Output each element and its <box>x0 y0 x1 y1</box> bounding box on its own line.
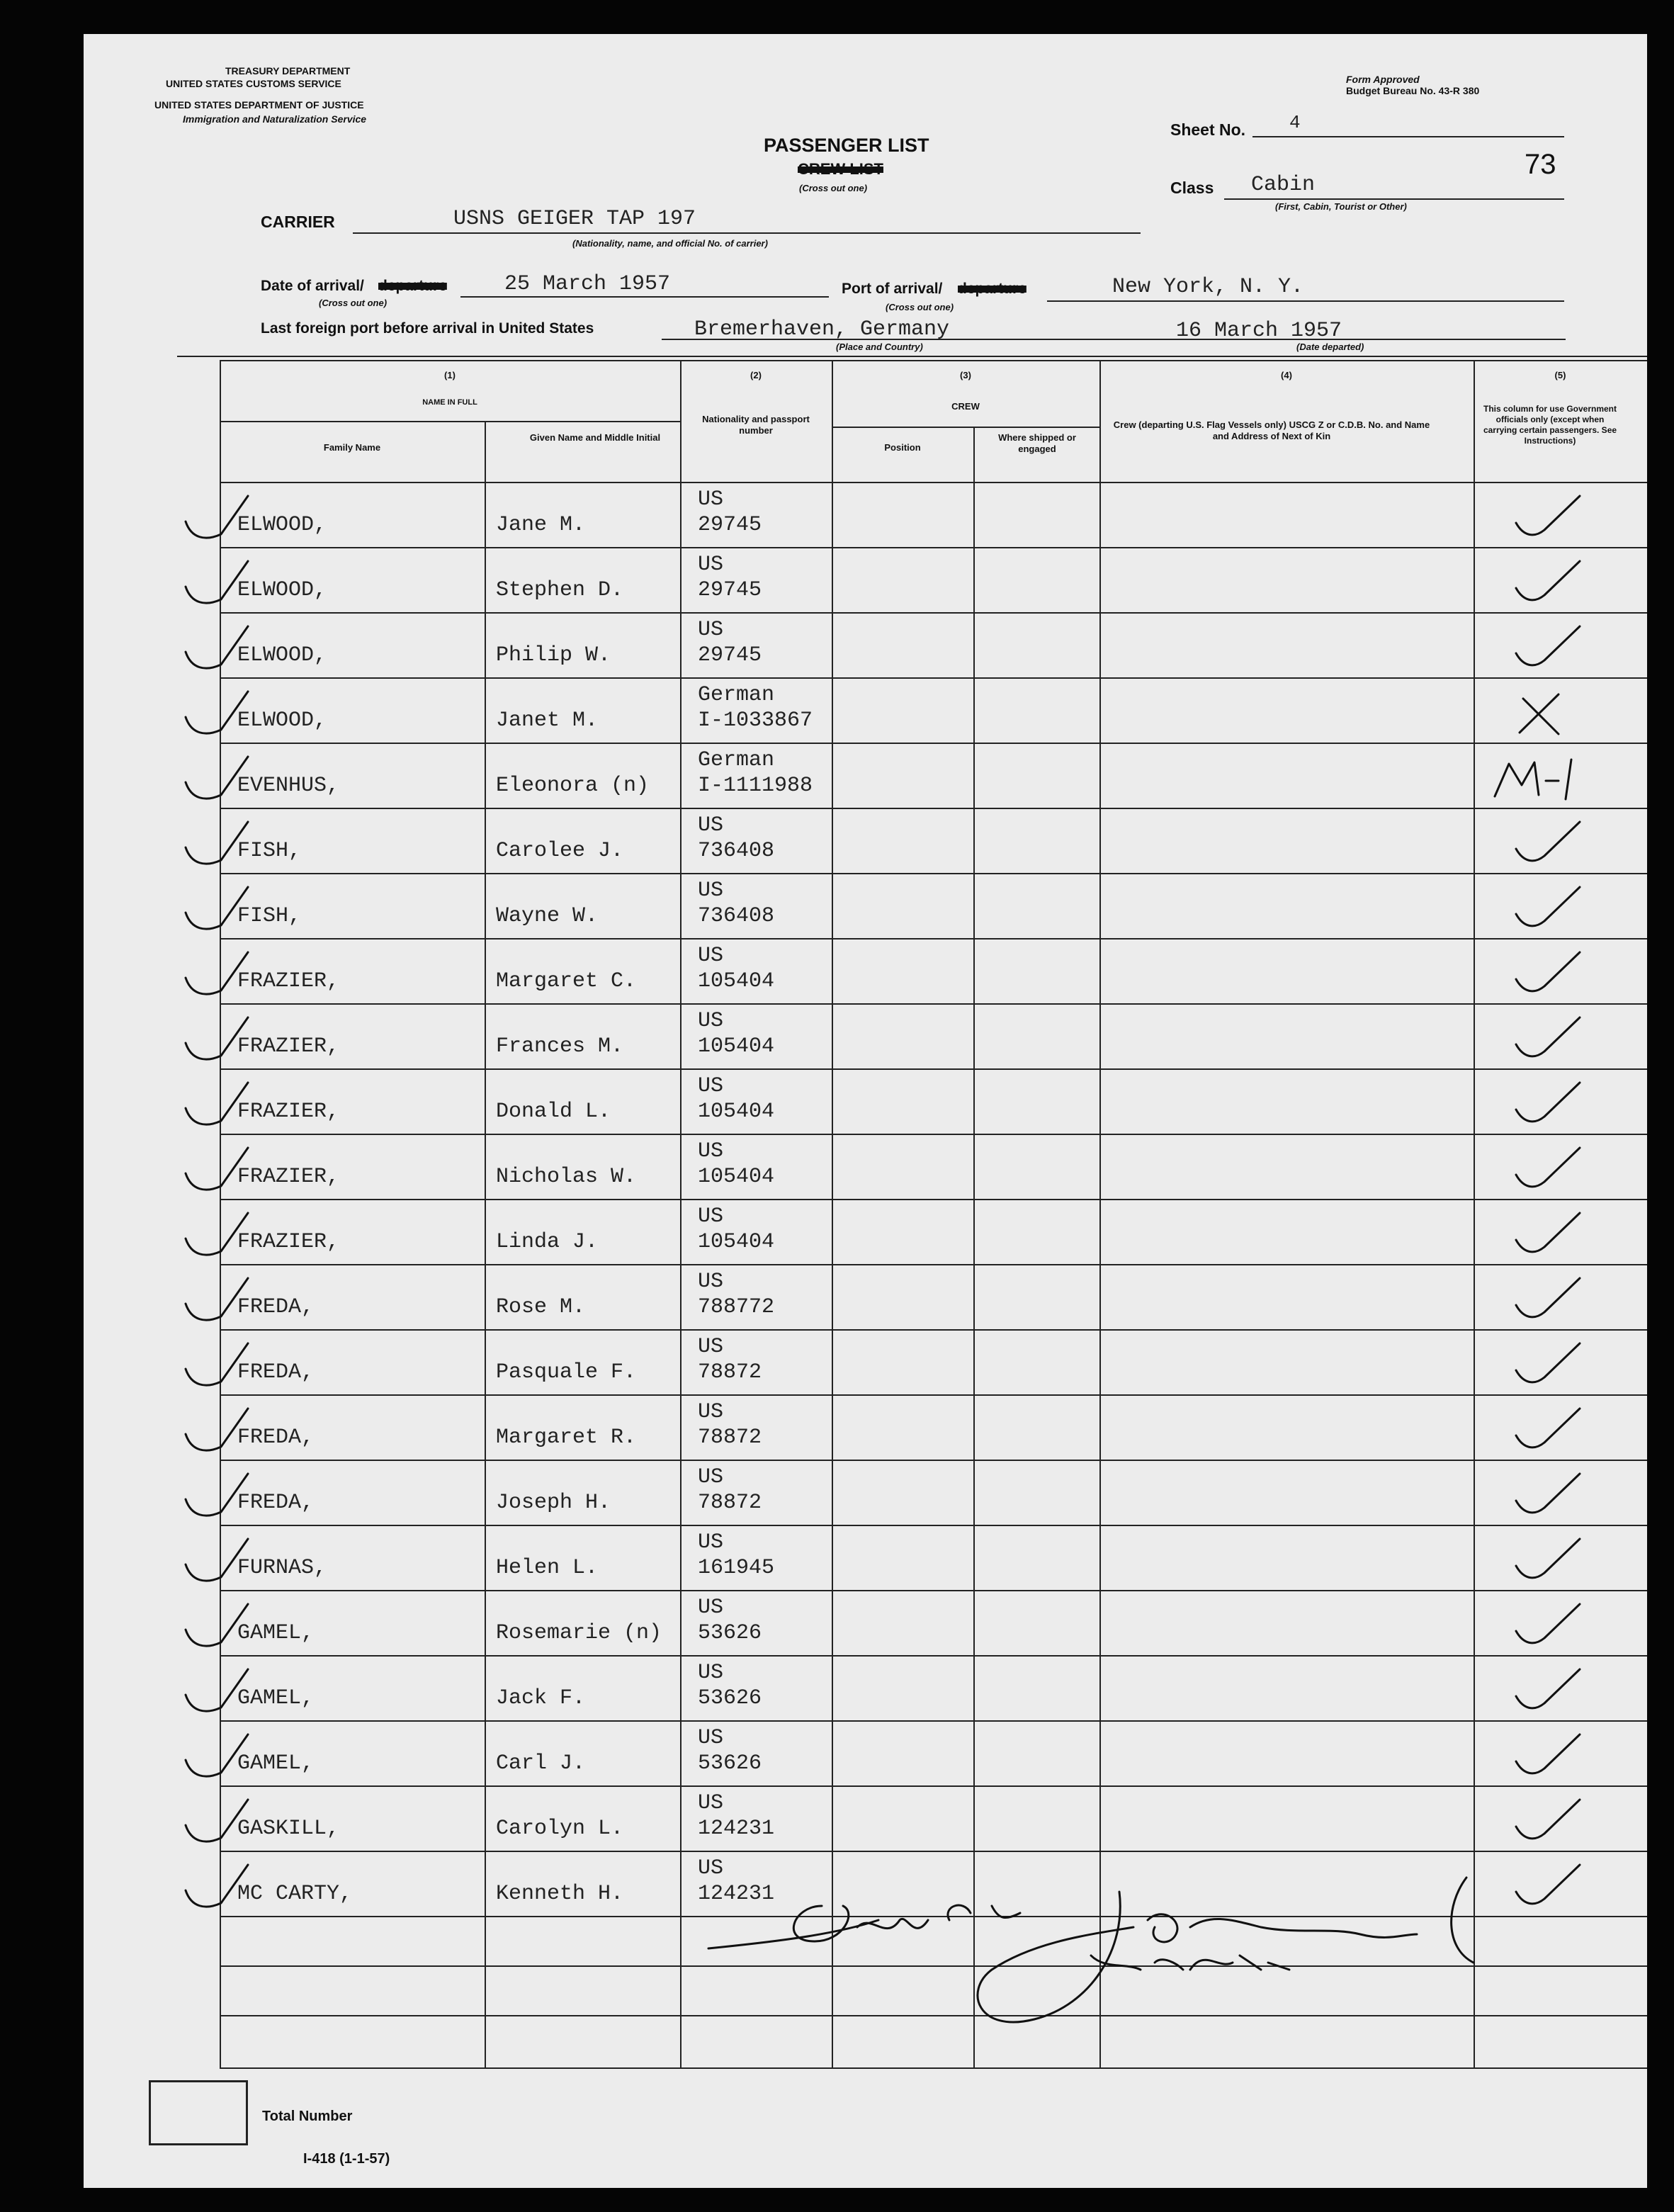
given-name: Wayne W. <box>496 904 599 928</box>
date-arrival-label: Date of arrival/ <box>261 278 364 294</box>
given-name: Jane M. <box>496 513 586 537</box>
left-check-mark <box>186 1278 248 1320</box>
family-name: ELWOOD, <box>237 709 327 733</box>
col2-number: (2) <box>750 370 762 380</box>
port-crossed: departure <box>958 281 1027 297</box>
nationality: US <box>698 879 724 903</box>
left-check-mark <box>186 757 248 799</box>
family-name: FRAZIER, <box>237 1100 340 1124</box>
given-name: Stephen D. <box>496 578 624 602</box>
given-name: Nicholas W. <box>496 1165 637 1189</box>
passport-number: 736408 <box>698 904 775 928</box>
check-mark <box>1516 887 1580 926</box>
given-name: Margaret R. <box>496 1426 637 1450</box>
total-number-label: Total Number <box>262 2109 353 2124</box>
date-arrival-crossed: departure <box>378 278 447 294</box>
date-cross-hint: (Cross out one) <box>319 298 388 308</box>
family-name: FRAZIER, <box>237 969 340 993</box>
given-name: Kenneth H. <box>496 1882 624 1906</box>
col-family-name: Family Name <box>323 442 381 453</box>
passport-number: 78872 <box>698 1426 762 1450</box>
port-value: New York, N. Y. <box>1112 275 1304 299</box>
left-check-mark <box>186 626 248 668</box>
left-check-mark <box>186 1213 248 1255</box>
left-check-mark <box>186 561 248 603</box>
nationality: US <box>698 1139 724 1163</box>
col3-title: CREW <box>951 401 980 412</box>
given-name: Carolyn L. <box>496 1817 624 1841</box>
nationality: US <box>698 1335 724 1359</box>
family-name: GASKILL, <box>237 1817 340 1841</box>
given-name: Eleonora (n) <box>496 774 650 798</box>
col2-title: Nationality and passport number <box>702 414 810 436</box>
given-name: Jack F. <box>496 1686 586 1710</box>
date-departed-hint: (Date departed) <box>1296 342 1364 352</box>
official-signature <box>694 1863 1502 2048</box>
class-value: Cabin <box>1251 173 1316 197</box>
agency-line-1: TREASURY DEPARTMENT <box>225 65 351 77</box>
sheet-no: 4 <box>1289 112 1301 133</box>
left-check-mark <box>186 496 248 538</box>
cross-out-hint: (Cross out one) <box>799 183 868 193</box>
crossed-title: CREW LIST <box>798 160 883 178</box>
family-name: FISH, <box>237 839 302 863</box>
left-check-mark <box>186 822 248 864</box>
page-number: 73 <box>1525 149 1556 180</box>
check-mark <box>1516 1865 1580 1904</box>
total-number-box <box>149 2080 248 2145</box>
class-hint: (First, Cabin, Tourist or Other) <box>1275 201 1407 212</box>
family-name: GAMEL, <box>237 1621 315 1645</box>
passport-number: 29745 <box>698 578 762 602</box>
left-check-mark <box>186 1017 248 1059</box>
budget-bureau: Budget Bureau No. 43-R 380 <box>1346 85 1480 96</box>
given-name: Joseph H. <box>496 1491 611 1515</box>
nationality: German <box>698 683 775 707</box>
check-mark <box>1516 1734 1580 1773</box>
passport-number: 53626 <box>698 1751 762 1776</box>
x-mark <box>1520 694 1559 734</box>
passport-number: 124231 <box>698 1817 775 1841</box>
class-label: Class <box>1170 179 1214 197</box>
passport-number: 53626 <box>698 1621 762 1645</box>
col-where-shipped: Where shipped or engaged <box>998 432 1076 454</box>
m1-mark <box>1495 760 1571 799</box>
form-title: PASSENGER LIST <box>764 135 929 156</box>
left-check-mark <box>186 1148 248 1190</box>
passport-number: I-1111988 <box>698 774 813 798</box>
col-position: Position <box>884 442 921 453</box>
passport-number: 736408 <box>698 839 775 863</box>
check-mark <box>1516 952 1580 991</box>
left-check-mark <box>186 952 248 994</box>
col-given-name: Given Name and Middle Initial <box>529 432 661 443</box>
last-port-value: Bremerhaven, Germany <box>694 317 950 342</box>
given-name: Linda J. <box>496 1230 599 1254</box>
passport-number: 105404 <box>698 1165 775 1189</box>
check-mark <box>1516 1278 1580 1317</box>
passport-number: 53626 <box>698 1686 762 1710</box>
given-name: Carl J. <box>496 1751 586 1776</box>
given-name: Margaret C. <box>496 969 637 993</box>
left-check-mark <box>186 1669 248 1711</box>
nationality: German <box>698 748 775 772</box>
family-name: FRAZIER, <box>237 1034 340 1059</box>
passport-number: 105404 <box>698 1034 775 1059</box>
nationality: US <box>698 1400 724 1424</box>
carrier-hint: (Nationality, name, and official No. of carrier) <box>572 238 768 249</box>
nationality: US <box>698 1270 724 1294</box>
form-number: I-418 (1-1-57) <box>303 2151 390 2167</box>
passport-number: 29745 <box>698 513 762 537</box>
nationality: US <box>698 1204 724 1229</box>
left-check-mark <box>186 1604 248 1646</box>
check-mark <box>1516 1083 1580 1122</box>
family-name: FISH, <box>237 904 302 928</box>
left-check-mark <box>186 1800 248 1841</box>
check-mark <box>1516 1474 1580 1513</box>
family-name: ELWOOD, <box>237 513 327 537</box>
passport-number: 788772 <box>698 1295 775 1319</box>
carrier-value: USNS GEIGER TAP 197 <box>453 207 696 231</box>
check-mark <box>1516 1800 1580 1839</box>
col3-number: (3) <box>960 370 971 380</box>
check-mark <box>1516 1604 1580 1643</box>
family-name: GAMEL, <box>237 1751 315 1776</box>
left-check-mark <box>186 1083 248 1124</box>
left-check-mark <box>186 692 248 733</box>
family-name: MC CARTY, <box>237 1882 353 1906</box>
nationality: US <box>698 1726 724 1750</box>
col4-number: (4) <box>1281 370 1292 380</box>
nationality: US <box>698 1856 724 1880</box>
given-name: Rose M. <box>496 1295 586 1319</box>
check-mark <box>1516 1669 1580 1708</box>
left-check-mark <box>186 1539 248 1581</box>
check-mark <box>1516 626 1580 665</box>
nationality: US <box>698 1596 724 1620</box>
place-hint: (Place and Country) <box>836 342 923 352</box>
given-name: Carolee J. <box>496 839 624 863</box>
passport-number: 105404 <box>698 969 775 993</box>
col5-title: This column for use Government officials only (except when carrying certain passengers. See Instructions) <box>1483 404 1617 446</box>
check-mark <box>1516 1213 1580 1252</box>
nationality: US <box>698 1661 724 1685</box>
nationality: US <box>698 1074 724 1098</box>
family-name: FREDA, <box>237 1491 315 1515</box>
given-name: Philip W. <box>496 643 611 667</box>
check-mark <box>1516 822 1580 861</box>
family-name: FRAZIER, <box>237 1165 340 1189</box>
check-mark <box>1516 1343 1580 1382</box>
check-mark <box>1516 561 1580 600</box>
given-name: Janet M. <box>496 709 599 733</box>
left-check-mark <box>186 887 248 929</box>
agency-line-2: UNITED STATES CUSTOMS SERVICE <box>166 78 341 89</box>
nationality: US <box>698 1791 724 1815</box>
left-check-mark <box>186 1474 248 1516</box>
given-name: Rosemarie (n) <box>496 1621 662 1645</box>
passport-number: 105404 <box>698 1230 775 1254</box>
col5-number: (5) <box>1554 370 1566 380</box>
family-name: GAMEL, <box>237 1686 315 1710</box>
passport-number: I-1033867 <box>698 709 813 733</box>
agency-line-4: Immigration and Naturalization Service <box>183 113 367 125</box>
left-check-mark <box>186 1343 248 1385</box>
sheet-no-label: Sheet No. <box>1170 120 1246 139</box>
nationality: US <box>698 813 724 837</box>
agency-line-3: UNITED STATES DEPARTMENT OF JUSTICE <box>154 99 364 111</box>
family-name: FREDA, <box>237 1426 315 1450</box>
check-mark <box>1516 496 1580 535</box>
check-mark <box>1516 1409 1580 1448</box>
passport-number: 161945 <box>698 1556 775 1580</box>
nationality: US <box>698 1009 724 1033</box>
left-check-mark <box>186 1734 248 1776</box>
nationality: US <box>698 487 724 512</box>
family-name: FRAZIER, <box>237 1230 340 1254</box>
family-name: ELWOOD, <box>237 643 327 667</box>
given-name: Donald L. <box>496 1100 611 1124</box>
col1-title: NAME IN FULL <box>422 398 477 407</box>
given-name: Frances M. <box>496 1034 624 1059</box>
passport-number: 78872 <box>698 1491 762 1515</box>
family-name: FREDA, <box>237 1360 315 1384</box>
check-mark <box>1516 1017 1580 1056</box>
check-mark <box>1516 1539 1580 1578</box>
last-port-label: Last foreign port before arrival in United States <box>261 320 594 337</box>
port-label: Port of arrival/ <box>842 281 943 297</box>
passport-number: 29745 <box>698 643 762 667</box>
carrier-label: CARRIER <box>261 213 335 231</box>
left-check-mark <box>186 1409 248 1450</box>
date-departed-value: 16 March 1957 <box>1176 319 1342 343</box>
nationality: US <box>698 618 724 642</box>
family-name: FURNAS, <box>237 1556 327 1580</box>
passport-number: 78872 <box>698 1360 762 1384</box>
nationality: US <box>698 944 724 968</box>
given-name: Helen L. <box>496 1556 599 1580</box>
family-name: FREDA, <box>237 1295 315 1319</box>
nationality: US <box>698 1530 724 1554</box>
family-name: ELWOOD, <box>237 578 327 602</box>
port-cross-hint: (Cross out one) <box>886 302 954 312</box>
col4-title: Crew (departing U.S. Flag Vessels only) USCG Z or C.D.B. No. and Name and Address of Next of Kin <box>1113 419 1430 441</box>
date-arrival-value: 25 March 1957 <box>504 272 671 296</box>
given-name: Pasquale F. <box>496 1360 637 1384</box>
col1-number: (1) <box>444 370 456 380</box>
left-check-mark <box>186 1865 248 1907</box>
check-mark <box>1516 1148 1580 1187</box>
passport-number: 124231 <box>698 1882 775 1906</box>
nationality: US <box>698 1465 724 1489</box>
form-approved: Form Approved <box>1346 74 1420 85</box>
nationality: US <box>698 553 724 577</box>
passport-number: 105404 <box>698 1100 775 1124</box>
family-name: EVENHUS, <box>237 774 340 798</box>
